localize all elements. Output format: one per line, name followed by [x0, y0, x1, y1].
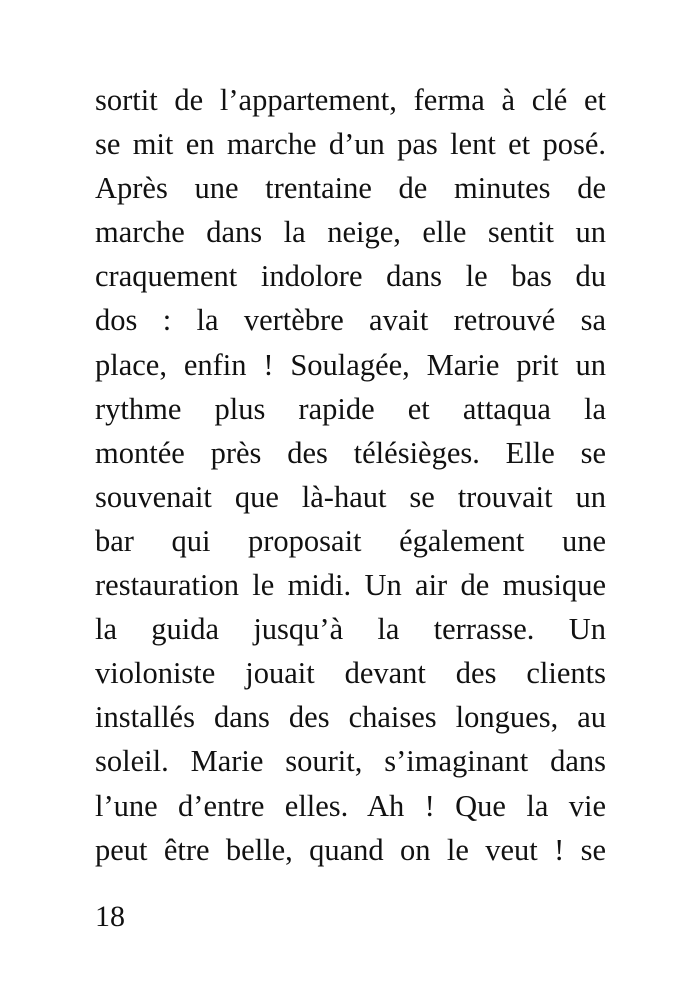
text-line: marche dans la neige, elle sentit un: [95, 215, 606, 250]
text-line: sortit de l’appartement, ferma à clé et: [95, 83, 606, 117]
text-line: bar qui proposait également une: [95, 523, 606, 558]
text-line: peut être belle, quand on le veut ! se: [95, 832, 606, 867]
text-line: rythme plus rapide et attaqua la: [95, 391, 606, 426]
text-line: l’une d’entre elles. Ah ! Que la vie: [95, 788, 606, 823]
page-number: 18: [95, 900, 125, 933]
text-line: place, enfin ! Soulagée, Marie prit un: [95, 347, 606, 382]
text-line: soleil. Marie sourit, s’imaginant dans: [95, 744, 606, 779]
text-line: montée près des télésièges. Elle se: [95, 435, 606, 470]
text-line: Après une trentaine de minutes de: [95, 171, 606, 206]
text-line: dos : la vertèbre avait retrouvé sa: [95, 303, 606, 338]
text-line: installés dans des chaises longues, au: [95, 700, 606, 735]
text-line: violoniste jouait devant des clients: [95, 656, 606, 691]
body-text: [95, 78, 606, 872]
text-line: souvenait que là-haut se trouvait un: [95, 479, 606, 514]
text-line: la guida jusqu’à la terrasse. Un: [95, 612, 606, 647]
text-line: restauration le midi. Un air de musique: [95, 568, 606, 603]
text-line: se mit en marche d’un pas lent et posé.: [95, 127, 606, 162]
text-line: craquement indolore dans le bas du: [95, 259, 606, 294]
